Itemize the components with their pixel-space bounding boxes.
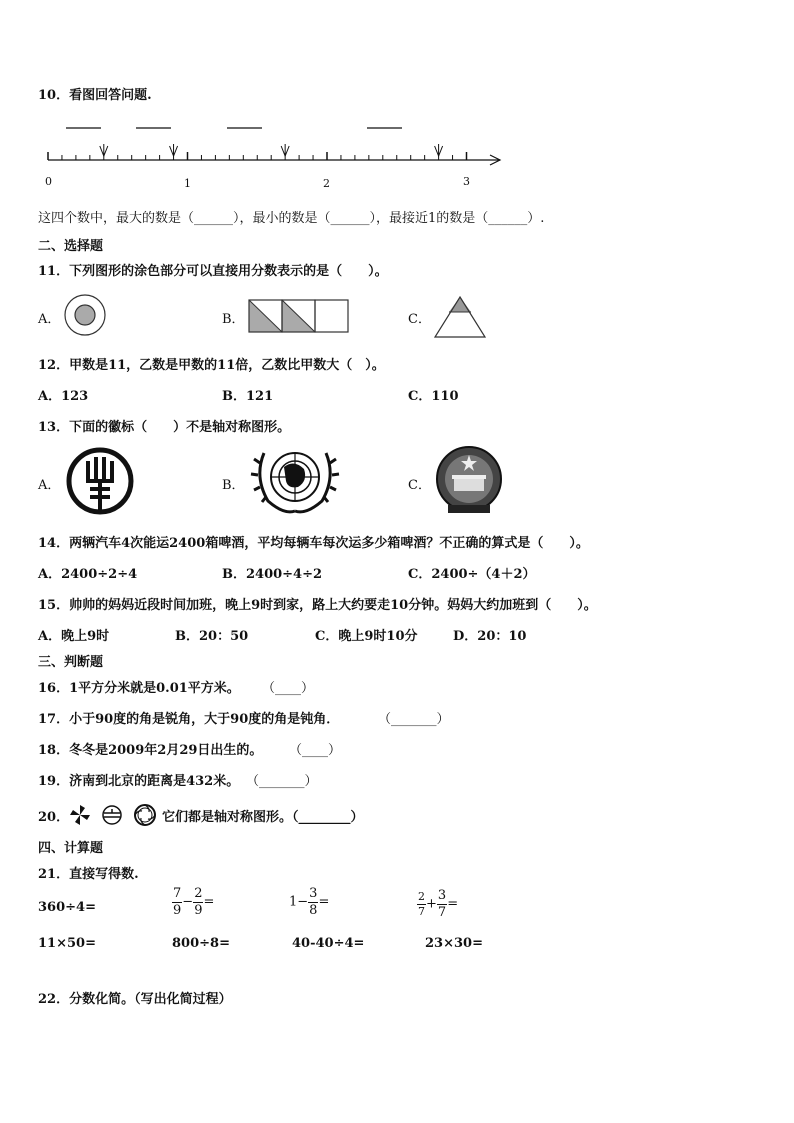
axis-label-1: 1 [184,177,191,190]
q14-option-a: A．2400÷2÷4 [38,567,138,582]
q12-option-b: B．121 [222,389,274,404]
q21-title: 21．直接写得数. [38,867,139,882]
q18-text: 18．冬冬是2009年2月29日出生的。 [38,743,263,758]
q15-option-d: D．20：10 [453,629,527,644]
q13-option-c: C． [408,478,431,493]
q11-option-b: B． [222,312,245,327]
q15-option-a: A．晚上9时 [38,629,110,644]
q12-option-a: A．123 [38,389,89,404]
number-line-marker-arrow [435,144,443,156]
q15-option-c: C．晚上9时10分 [315,629,418,644]
circle-symbol-icon [100,803,124,827]
squares-triangle-figure [248,299,352,335]
q19-text: 19．济南到北京的距离是432米。 [38,774,240,789]
q11-text: 11．下列图形的涂色部分可以直接用分数表示的是（ ）。 [38,264,388,279]
q22-text: 22．分数化简。（写出化简过程） [38,992,232,1007]
q17-answer-blank[interactable]: （_______） [378,712,450,727]
q11-option-c: C． [408,312,431,327]
axis-label-2: 2 [323,177,330,190]
number-line-arrow [490,155,500,165]
q12-option-c: C．110 [408,389,459,404]
calc-1-minus-3-8: 1− $\frac{3}{8}$ = [289,886,330,918]
q12-text: 12．甲数是11，乙数是甲数的11倍，乙数比甲数大（ ）。 [38,358,385,373]
pinwheel-icon [68,803,92,827]
axis-label-3: 3 [463,175,470,188]
q14-text: 14．两辆汽车4次能运2400箱啤酒，平均每辆车每次运多少箱啤酒？不正确的算式是（ ）。 [38,536,589,551]
q10-title: 10．看图回答问题. [38,88,152,103]
q14-option-b: B．2400÷4÷2 [222,567,323,582]
calc-40-minus-40-div-4: 40-40÷4= [292,936,365,951]
axis-label-0: 0 [45,175,52,188]
q13-text: 13．下面的徽标（ ）不是轴对称图形。 [38,420,291,435]
q14-option-c: C．2400÷（4＋2） [408,567,536,582]
calc-23-times-30: 23×30= [425,936,483,951]
national-emblem-icon [434,441,504,519]
q15-option-b: B．20：50 [175,629,249,644]
flower-ring-icon [132,802,158,828]
q16-answer-blank[interactable]: （____） [262,681,315,696]
q10-sentence: 这四个数中，最大的数是（______），最小的数是（______），最接近1的数是（______）. [38,211,545,226]
q13-option-a: A． [38,478,61,493]
bank-logo-icon [64,447,136,515]
q18-answer-blank[interactable]: （____） [289,743,342,758]
triangle-figure [434,296,488,340]
q20-text: 它们都是轴对称图形。（________） [162,810,364,825]
calc-2-7-plus-3-7: $\frac{2}{7}$ + $\frac{3}{7}$ = [418,888,459,920]
q15-text: 15．帅帅的妈妈近段时间加班，晚上9时到家，路上大约要走10分钟。妈妈大约加班到（ ）。 [38,598,597,613]
q11-option-a: A． [38,312,61,327]
q20-number: 20． [38,810,70,825]
number-line-marker-arrow [281,144,289,156]
q16-text: 16．1平方分米就是0.01平方米。 [38,681,240,696]
calc-800-div-8: 800÷8= [172,936,230,951]
section-3-heading: 三、判断题 [38,655,104,670]
circle-ring-figure [64,294,108,338]
number-line-marker-arrow [100,144,108,156]
q13-option-b: B． [222,478,245,493]
section-2-heading: 二、选择题 [38,239,104,254]
calc-360-div-4: 360÷4= [38,900,96,915]
q17-text: 17．小于90度的角是锐角，大于90度的角是钝角． [38,712,340,727]
q19-answer-blank[interactable]: （_______） [246,774,318,789]
un-emblem-icon [248,441,342,519]
number-line-marker-arrow [170,144,178,156]
section-4-heading: 四、计算题 [38,841,104,856]
calc-fraction-7-9-minus-2-9: $\frac{7}{9}$ − $\frac{2}{9}$ = [173,886,215,918]
calc-11-times-50: 11×50= [38,936,96,951]
